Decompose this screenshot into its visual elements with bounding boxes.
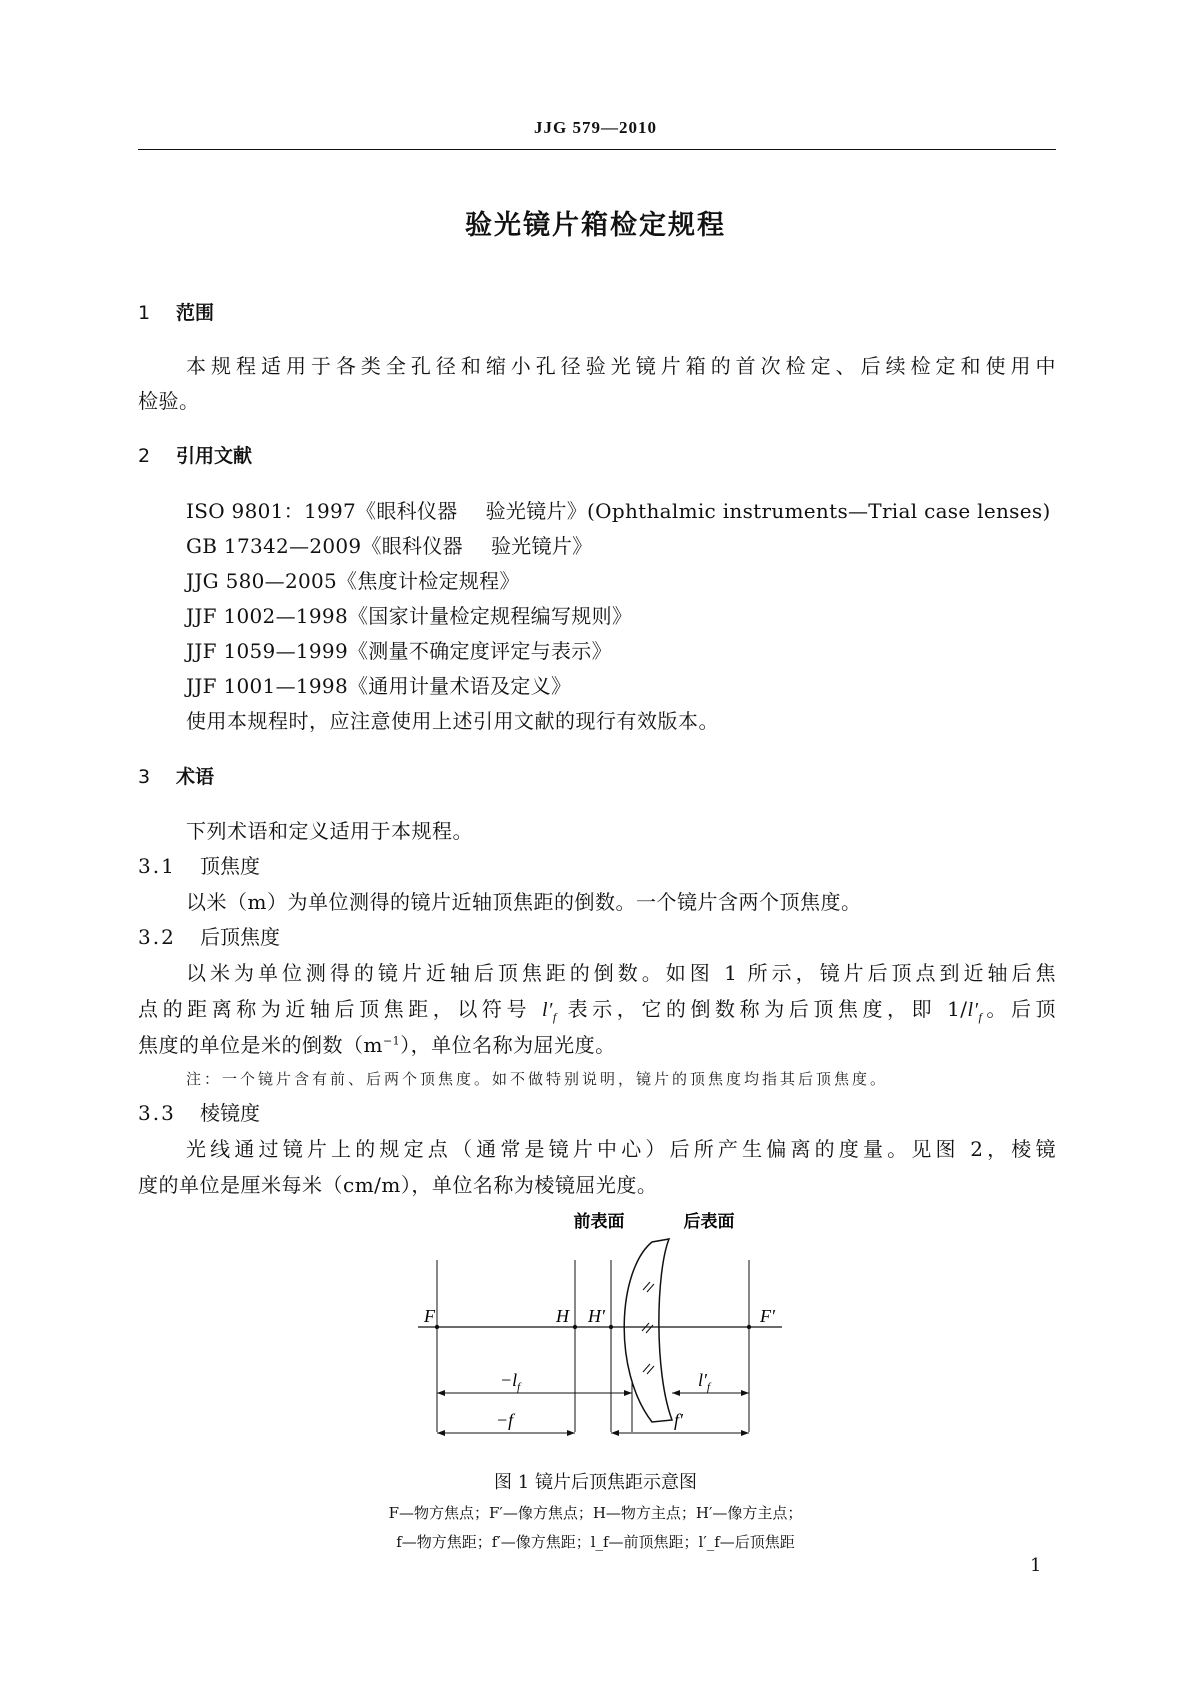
F-label: F	[424, 1306, 435, 1326]
paragraph-text: 光线通过镜片上的规定点（通常是镜片中心）后所产生偏离的度量。见图 2，棱镜	[186, 1137, 1056, 1161]
section-number: 2	[138, 445, 151, 467]
section-1-paragraph-line: 检验。	[138, 389, 200, 413]
section-title: 引用文献	[176, 445, 253, 467]
section-2-note: 使用本规程时，应注意使用上述引用文献的现行有效版本。	[186, 709, 719, 733]
reference-item	[186, 495, 1051, 524]
subsection-number: 3.1	[138, 854, 176, 878]
reference-item: JJG 580—2005《焦度计检定规程》	[186, 569, 520, 593]
reference-item: JJF 1059—1999《测量不确定度评定与表示》	[186, 639, 612, 663]
subsection-3-3-line	[138, 1133, 1056, 1162]
paragraph-text: 表示，它的倒数称为后顶焦度，即 1/	[556, 997, 968, 1021]
paragraph-text: ），单位名称为屈光度。	[400, 1033, 616, 1057]
front-surface-label: 前表面	[573, 1212, 625, 1232]
neg-f-label: −f	[496, 1410, 514, 1430]
section-number: 3	[138, 766, 151, 788]
subsection-3-2-line: 点的距离称为近轴后顶焦距，以符号 $l'_f$ 表示，它的倒数称为后顶焦度，即 $1/l'_f$。后顶	[138, 997, 1057, 1024]
paragraph-text: 点的距离称为近轴后顶焦距，以符号	[138, 997, 542, 1021]
subsection-3-1-heading	[138, 850, 260, 879]
neg-lf-label: $-l_f$	[500, 1370, 521, 1393]
subsection-3-2-line	[138, 957, 1056, 986]
figure-1-legend-line: F—物方焦点；F′—像方焦点；H—物方主点；H′—像方主点；	[388, 1504, 803, 1522]
header-rule	[138, 149, 1056, 150]
subsection-title: 棱镜度	[200, 1101, 260, 1125]
subsection-3-2-note: 注：一个镜片含有前、后两个顶焦度。如不做特别说明，镜片的顶焦度均指其后顶焦度。	[186, 1070, 889, 1088]
paragraph-text: 以米为单位测得的镜片近轴后顶焦距的倒数。如图 1 所示，镜片后顶点到近轴后焦	[186, 961, 1056, 985]
section-number: 1	[138, 302, 151, 324]
subsection-3-1-body: 以米（m）为单位测得的镜片近轴顶焦距的倒数。一个镜片含两个顶焦度。	[186, 890, 862, 914]
superscript: −1	[382, 1034, 401, 1048]
subsection-3-2-heading	[138, 921, 280, 950]
back-surface-label: 后表面	[683, 1212, 735, 1232]
figure-1-caption: 图 1 镜片后顶焦距示意图	[494, 1472, 697, 1493]
section-1-heading	[138, 298, 214, 325]
paragraph-text: 。后顶	[982, 997, 1057, 1021]
reference-item	[186, 530, 592, 559]
section-3-intro: 下列术语和定义适用于本规程。	[186, 819, 473, 843]
lens-hatching	[642, 1282, 654, 1374]
subsection-title: 后顶焦度	[200, 925, 280, 949]
F-point	[435, 1325, 439, 1329]
f-prime-label: f′	[674, 1410, 683, 1430]
lf-prime-label: $l'_f$	[698, 1370, 711, 1393]
reference-text: 验光镜片》(Ophthalmic instruments—Trial case lenses)	[485, 499, 1051, 523]
paragraph-text: 焦度的单位是米的倒数（m	[138, 1033, 383, 1057]
section-title: 范围	[176, 302, 215, 324]
reference-item: JJF 1001—1998《通用计量术语及定义》	[186, 674, 572, 698]
section-1-paragraph-line	[138, 350, 1056, 379]
reference-item: JJF 1002—1998《国家计量检定规程编写规则》	[186, 604, 633, 628]
paragraph-text: 本规程适用于各类全孔径和缩小孔径验光镜片箱的首次检定、后续检定和使用中	[186, 354, 1056, 378]
section-3-heading	[138, 762, 214, 789]
subsection-3-3-heading	[138, 1097, 260, 1126]
page-number: 1	[1030, 1555, 1042, 1576]
H-point	[573, 1325, 577, 1329]
section-title: 术语	[176, 766, 215, 788]
subsection-3-2-line	[138, 1029, 616, 1058]
figure-1-legend-line: f—物方焦距；f′—像方焦距；l_f—前顶焦距；l′_f—后顶焦距	[396, 1533, 795, 1551]
H-label: H	[556, 1306, 569, 1326]
reference-text: GB 17342—2009《眼科仪器	[186, 534, 463, 558]
page-header: JJG 579—2010	[534, 118, 657, 137]
subsection-number: 3.2	[138, 925, 176, 949]
Fp-label: F′	[760, 1306, 775, 1326]
Fp-point	[747, 1325, 751, 1329]
figure-1-diagram	[0, 1200, 1191, 1460]
page-title: 验光镜片箱检定规程	[465, 210, 726, 241]
Hp-point	[609, 1325, 613, 1329]
subsection-title: 顶焦度	[200, 854, 260, 878]
subsection-number: 3.3	[138, 1101, 176, 1125]
subsection-3-3-line: 度的单位是厘米每米（cm/m），单位名称为棱镜屈光度。	[138, 1173, 658, 1197]
reference-text: 验光镜片》	[490, 534, 593, 558]
section-2-heading	[138, 441, 252, 468]
reference-text: ISO 9801：1997《眼科仪器	[186, 499, 458, 523]
Hp-label: H′	[588, 1306, 605, 1326]
